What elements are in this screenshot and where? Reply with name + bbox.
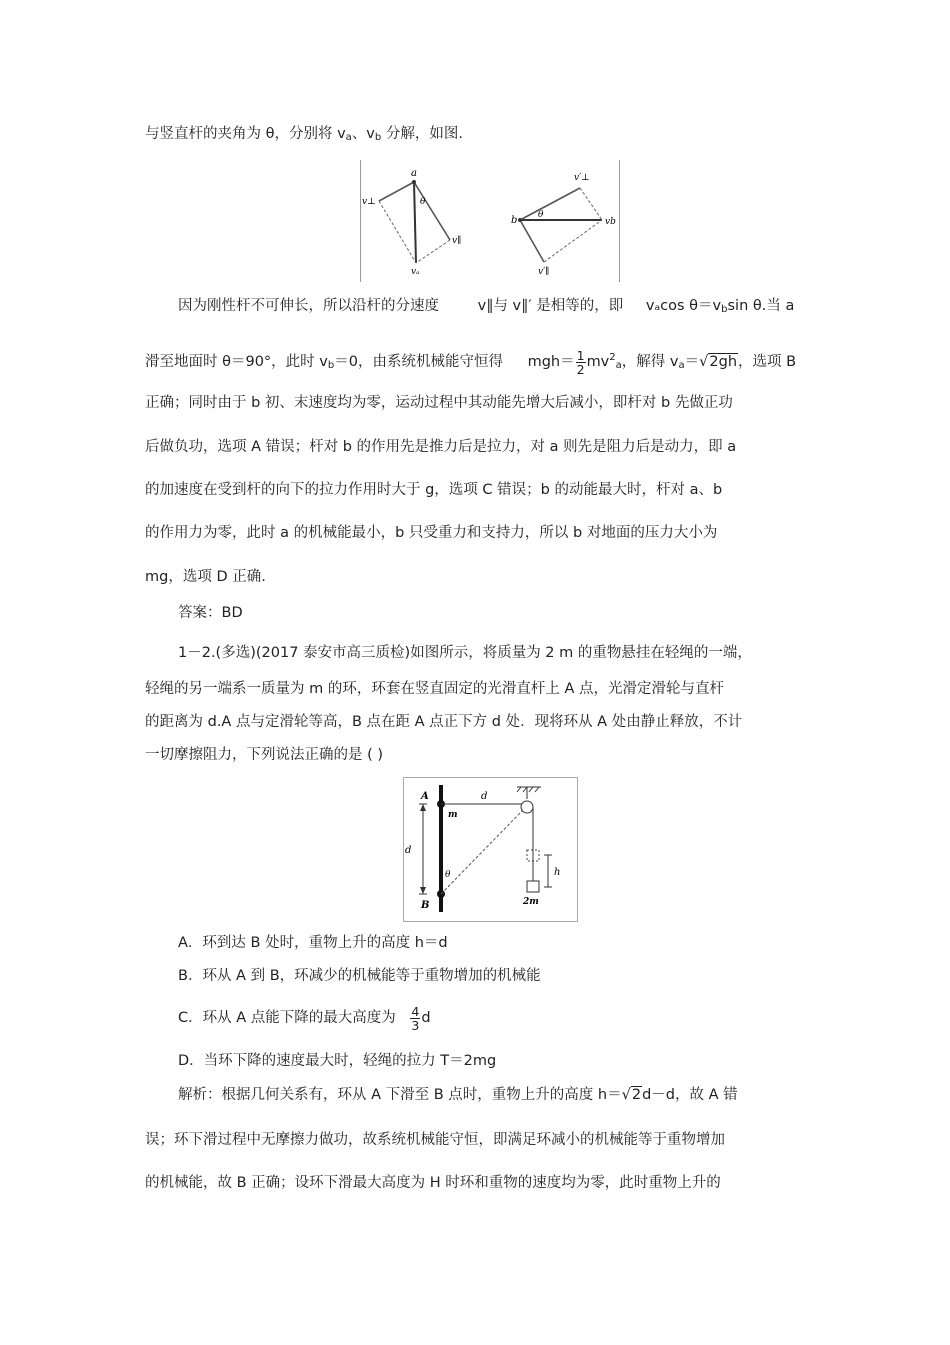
option-c: C．环从 A 点能下降的最大高度为 $\frac{4}{3}$ d — [178, 1003, 431, 1033]
label-vperp-prime: v′⊥ — [574, 173, 590, 183]
option-d: D．当环下降的速度最大时，轻绳的拉力 T＝2mg — [178, 1053, 497, 1069]
problem-line1: 1－2.(多选)(2017 泰安市高三质检)如图所示，将质量为 2 m 的重物悬挂在轻绳的一端， — [178, 645, 752, 661]
right-diagram — [511, 173, 616, 277]
label-a: a — [411, 168, 417, 179]
problem-line4: 一切摩擦阻力，下列说法正确的是 ( ) — [145, 747, 384, 763]
velocity-decomposition-figure — [360, 160, 620, 282]
label-d-top: d — [481, 791, 488, 802]
option-b: B．环从 A 到 B，环减少的机械能等于重物增加的机械能 — [178, 968, 541, 984]
label-vpar-prime: v′∥ — [538, 267, 550, 277]
label-theta-right: θ — [538, 210, 544, 220]
para1-line5: 的加速度在受到杆的向下的拉力作用时大于 g，选项 C 错误；b 的动能最大时，杆对 a、b — [145, 482, 723, 498]
label-vpar: v∥ — [452, 236, 462, 246]
label-2m: 2m — [523, 897, 539, 907]
problem-line2: 轻绳的另一端系一质量为 m 的环，环套在竖直固定的光滑直杆上 A 点，光滑定滑轮与直杆 — [145, 681, 724, 697]
label-B: B — [421, 900, 430, 911]
problem-line3: 的距离为 d.A 点与定滑轮等高，B 点在距 A 点正下方 d 处．现将环从 A 处由静止释放，不计 — [145, 714, 743, 730]
para1-line1: 因为刚性杆不可伸长，所以沿杆的分速度 v∥与 v∥′ 是相等的，即 vₐcos $\theta=v_b\sin$ θ.当 a — [178, 298, 795, 315]
label-A: A — [421, 791, 429, 802]
para1-line4: 后做负功，选项 A 错误；杆对 b 的作用先是推力后是拉力，对 a 则先是阻力后是动力，即 a — [145, 439, 737, 455]
left-diagram — [362, 168, 461, 277]
label-h: h — [554, 867, 561, 878]
analysis-line3: 的机械能，故 B 正确；设环下滑最大高度为 H 时环和重物的速度均为零，此时重物上升的 — [145, 1175, 721, 1191]
label-m: m — [448, 810, 458, 820]
label-theta-left: θ — [420, 197, 426, 207]
ring-pulley-figure — [403, 777, 578, 922]
label-vb: vb — [605, 217, 616, 227]
label-theta: θ — [445, 870, 451, 880]
para1-line7: mg，选项 D 正确. — [145, 569, 266, 585]
para1-line2: 滑至地面时 θ＝90°，此时 $v_b=0$，由系统机械能守恒得 mgh＝ $\frac{1}{2}$ $mv^2_a$，解得 $v_a=√2gh$，选项 B — [145, 347, 797, 377]
analysis-line2: 误；环下滑过程中无摩擦力做功，故系统机械能守恒，即满足环减小的机械能等于重物增加 — [145, 1132, 725, 1148]
analysis-line1: 解析：根据几何关系有，环从 A 下滑至 B 点时，重物上升的高度 h＝√2d－d，故 A 错 — [178, 1087, 738, 1103]
para1-line6: 的作用力为零，此时 a 的机械能最小，b 只受重力和支持力，所以 b 对地面的压力大小为 — [145, 525, 718, 541]
para1-line3: 正确；同时由于 b 初、末速度均为零，运动过程中其动能先增大后减小，即杆对 b 先做正功 — [145, 395, 733, 411]
answer-line: 答案：BD — [178, 605, 243, 621]
label-d-left: d — [405, 845, 412, 856]
label-b: b — [511, 215, 518, 226]
option-a: A．环到达 B 处时，重物上升的高度 h＝d — [178, 935, 448, 951]
label-va: vₐ — [411, 267, 420, 277]
label-vperp: v⊥ — [362, 197, 376, 207]
intro-line: 与竖直杆的夹角为 θ，分别将 $v_a$、$v_b$ 分解，如图. — [145, 126, 463, 143]
